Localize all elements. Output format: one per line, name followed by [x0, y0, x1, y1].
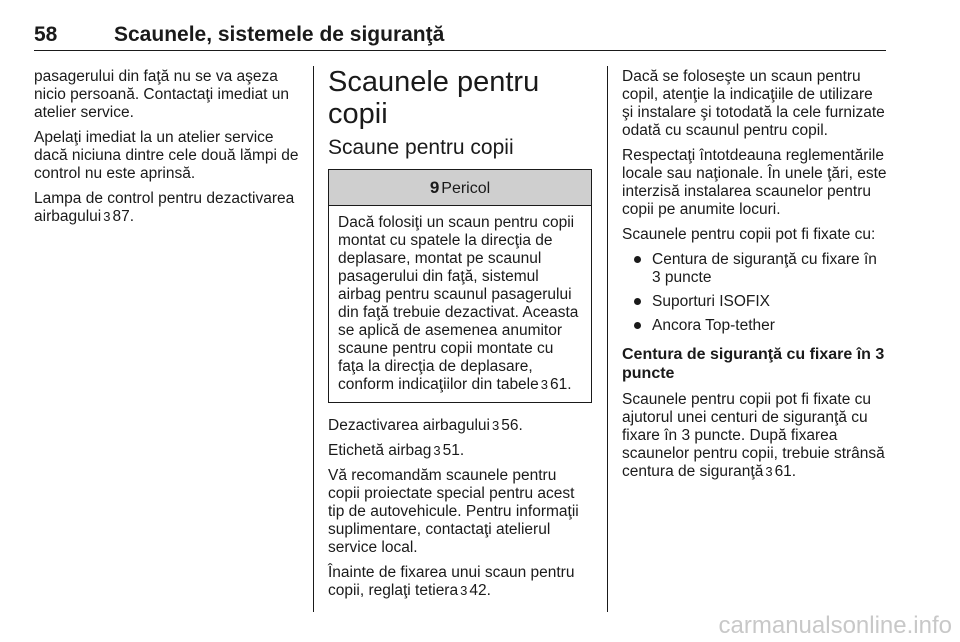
list-item	[622, 317, 888, 335]
paragraph: pasagerului din faţă nu se va aşeza nicio persoană. Contactaţi imediat un atelier service.	[34, 68, 290, 121]
list-item	[622, 293, 888, 311]
paragraph-text: Înainte de fixarea unui scaun pentru copii, reglaţi tetiera	[328, 564, 575, 599]
paragraph-with-reference	[34, 190, 302, 226]
page-reference-link[interactable]: 61.	[774, 463, 797, 480]
subsection-heading: Centura de siguranţă cu fixare în 3 puncte	[622, 346, 885, 382]
paragraph-with-reference	[328, 417, 592, 435]
list-item	[622, 251, 888, 287]
warning-body	[329, 206, 591, 402]
warning-box	[328, 169, 592, 403]
paragraph: Scaunele pentru copii pot fi fixate cu:	[622, 226, 876, 243]
paragraph-with-reference	[328, 442, 592, 460]
page-reference-icon: 3	[103, 209, 111, 224]
paragraph: Vă recomandăm scaunele pentru copii proiectate special pentru acest tip de autovehicule. Pentru informaţii suplimentare, contactaţi atelierul service local.	[328, 467, 579, 556]
watermark: carmanualsonline.info	[718, 612, 952, 639]
warning-icon: 9	[429, 178, 440, 197]
page-reference-icon: 3	[433, 443, 441, 458]
warning-title: Pericol	[441, 180, 491, 197]
subsection-heading: Scaune pentru copii	[328, 136, 514, 159]
list-item-text: Ancora Top-tether	[652, 317, 775, 334]
column-divider	[607, 66, 608, 612]
column-left	[34, 68, 302, 233]
paragraph: Dacă se foloseşte un scaun pentru copil, atenţie la indicaţiile de utilizare şi instalare şi totodată la cele furnizate odată cu scaunul pentru copil.	[622, 68, 885, 139]
paragraph-text: Scaunele pentru copii pot fi fixate cu ajutorul unei centuri de siguranţă cu fixare în 3 puncte. După fixarea scaunelor pentru copii, trebuie strânsă centura de siguranţă	[622, 391, 885, 480]
warning-body-text: Dacă folosiţi un scaun pentru copii montat cu spatele la direcţia de deplasare, montat pe scaunul pasagerului din faţă, sistemul airbag pentru scaunul pasagerului din faţă trebuie dezactivat. Aceasta se aplică de asemenea anumitor scaune pentru copii montate cu faţa la direcţia de deplasare, conform indicaţiilor din tabele	[338, 214, 579, 393]
column-divider	[313, 66, 314, 612]
paragraph-text: Lampa de control pentru dezactivarea airbagului	[34, 190, 295, 225]
list-item-text: Suporturi ISOFIX	[652, 293, 771, 310]
page-reference-link[interactable]: 61.	[549, 376, 572, 393]
paragraph: Respectaţi întotdeauna reglementările locale sau naţionale. În unele ţări, este interzisă instalarea scaunelor pentru copii pe anumite locuri.	[622, 147, 887, 218]
paragraph-with-reference	[622, 391, 888, 481]
page-reference-icon: 3	[765, 464, 773, 479]
page-reference-link[interactable]: 87.	[112, 208, 135, 225]
page-reference-icon: 3	[540, 377, 548, 392]
page-reference-icon: 3	[460, 583, 468, 598]
column-right	[622, 68, 888, 488]
page-reference-link[interactable]: 51.	[442, 442, 465, 459]
section-heading: Scaunele pentru copii	[328, 66, 540, 130]
running-title: Scaunele, sistemele de siguranţă	[114, 23, 445, 46]
bullet-list	[622, 251, 888, 335]
page-number: 58	[34, 23, 58, 46]
page-reference-icon: 3	[491, 418, 500, 433]
page-reference-link[interactable]: 42.	[469, 582, 491, 599]
paragraph-text: Dezactivarea airbagului	[328, 417, 490, 434]
bullet-icon	[634, 322, 641, 329]
warning-header	[329, 170, 591, 206]
list-item-text: Centura de siguranţă cu fixare în 3 puncte	[652, 251, 877, 286]
warning-text	[338, 214, 582, 394]
column-middle	[328, 68, 592, 607]
page-reference-link[interactable]: 56.	[501, 417, 523, 434]
bullet-icon	[634, 256, 641, 263]
paragraph: Apelaţi imediat la un atelier service dacă niciuna dintre cele două lămpi de control nu este aprinsă.	[34, 129, 299, 182]
paragraph-text: Etichetă airbag	[328, 442, 432, 459]
page-header	[34, 24, 886, 51]
bullet-icon	[634, 298, 641, 305]
paragraph-with-reference	[328, 564, 592, 600]
